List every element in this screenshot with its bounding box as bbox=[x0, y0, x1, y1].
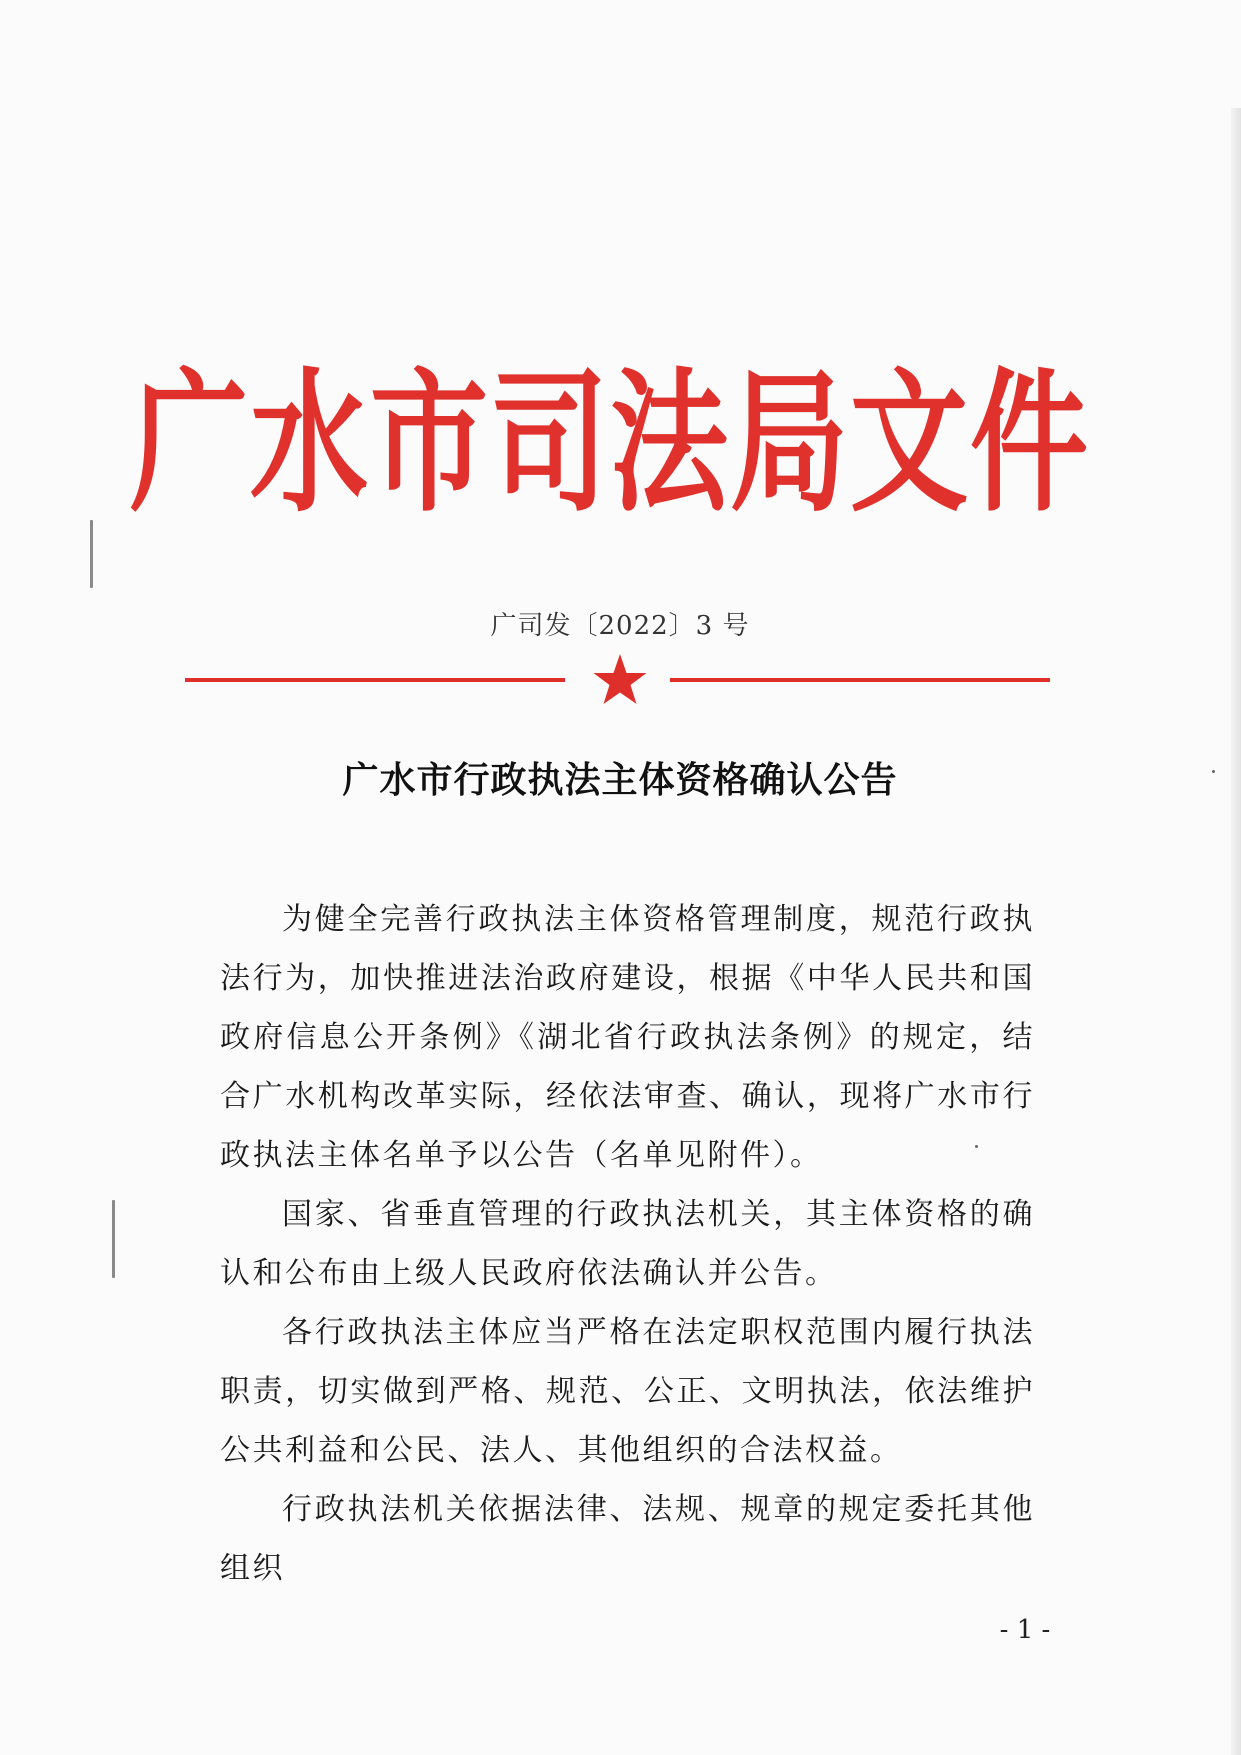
page-number: - 1 - bbox=[999, 1615, 1051, 1645]
star-icon bbox=[592, 652, 648, 708]
paragraph: 国家、省垂直管理的行政执法机关，其主体资格的确认和公布由上级人民政府依法确认并公告。 bbox=[220, 1197, 1035, 1291]
red-rule-right bbox=[670, 678, 1050, 682]
paragraph: 行政执法机关依据法律、法规、规章的规定委托其他组织 bbox=[220, 1492, 1035, 1586]
paragraph: 为健全完善行政执法主体资格管理制度，规范行政执法行为，加快推进法治政府建设，根据《中华人民共和国政府信息公开条例》《湖北省行政执法条例》的规定，结合广水机构改革实际，经依法审查、确认，现将广水市行政执法主体名单予以公告（名单见附件）。 bbox=[220, 902, 1035, 1173]
document-number: 广司发〔2022〕3 号 bbox=[490, 611, 750, 641]
notice-title: 广水市行政执法主体资格确认公告 bbox=[342, 760, 898, 801]
scan-speck bbox=[1212, 770, 1215, 773]
staple-mark-top bbox=[90, 520, 93, 588]
scan-edge-shadow bbox=[1231, 108, 1241, 1755]
notice-body bbox=[220, 890, 1035, 1598]
staple-mark-bottom bbox=[112, 1200, 115, 1278]
paragraph: 各行政执法主体应当严格在法定职权范围内履行执法职责，切实做到严格、规范、公正、文明执法，依法维护公共利益和公民、法人、其他组织的合法权益。 bbox=[220, 1315, 1035, 1468]
masthead-title: 广水市司法局文件 bbox=[130, 352, 1091, 533]
red-rule-left bbox=[185, 678, 565, 682]
scan-speck bbox=[975, 1145, 978, 1148]
